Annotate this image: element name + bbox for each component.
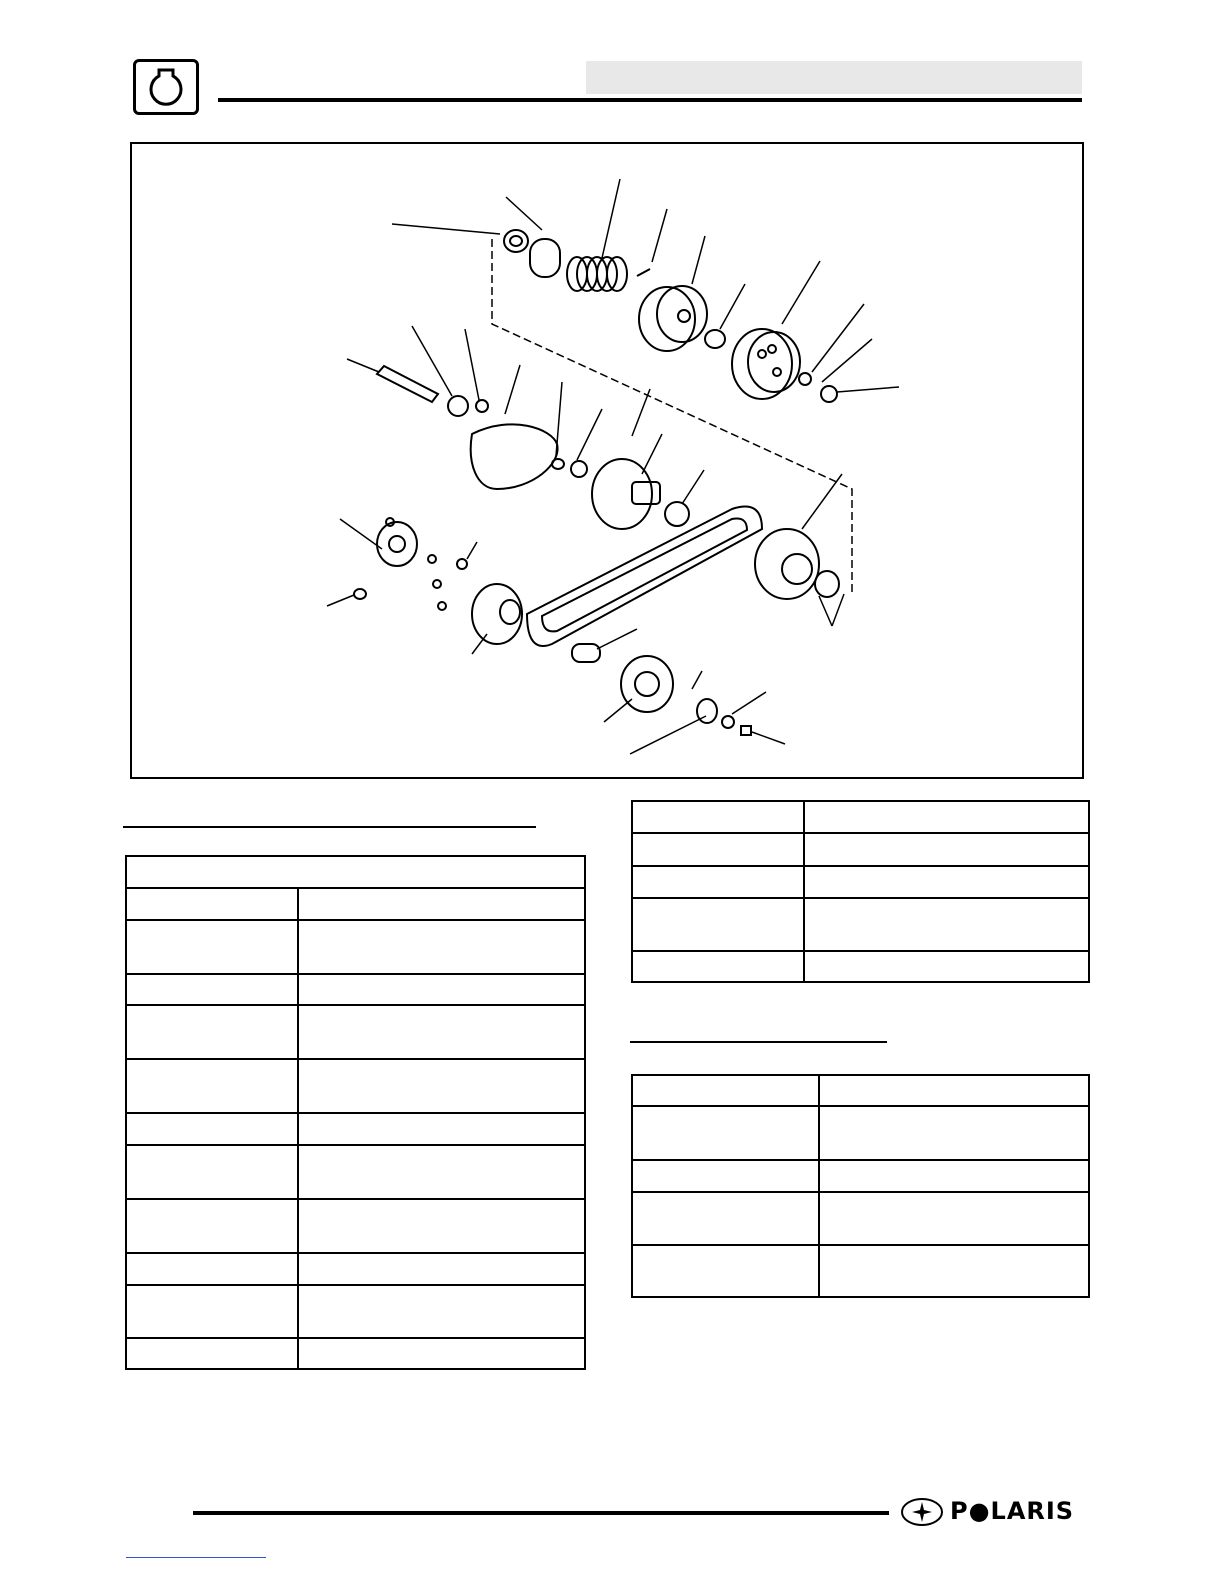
left-section-underline <box>123 826 536 828</box>
table-cell <box>126 1199 298 1253</box>
table-row <box>632 866 1089 898</box>
table-cell <box>632 833 804 866</box>
table-cell <box>632 898 804 951</box>
link-underline <box>126 1557 266 1558</box>
exploded-parts-diagram <box>130 142 1084 779</box>
table-cell <box>819 1106 1089 1160</box>
right-top-spec-table <box>631 800 1090 983</box>
table-cell <box>819 1192 1089 1245</box>
table-cell <box>126 1145 298 1199</box>
table-cell <box>298 1199 585 1253</box>
engine-section-icon <box>133 59 199 115</box>
table-cell <box>126 1338 298 1369</box>
table-cell <box>298 888 585 920</box>
table-cell <box>126 1005 298 1059</box>
table-row <box>126 1285 585 1338</box>
table-cell <box>126 888 298 920</box>
table-row <box>126 1005 585 1059</box>
table-row <box>632 1106 1089 1160</box>
drive-clutch-exploded-view-icon <box>132 144 1082 777</box>
table-cell <box>298 1059 585 1113</box>
table-row <box>632 833 1089 866</box>
table-row <box>632 801 1089 833</box>
table-cell <box>632 801 804 833</box>
table-cell <box>804 866 1089 898</box>
table-row <box>126 1253 585 1285</box>
table-row <box>632 951 1089 982</box>
table-cell <box>298 1113 585 1145</box>
table-cell <box>298 974 585 1005</box>
table-cell <box>298 920 585 974</box>
table-cell <box>804 951 1089 982</box>
table-cell <box>819 1160 1089 1192</box>
table-row <box>126 856 585 888</box>
table-row <box>126 1338 585 1369</box>
table-cell <box>632 1075 819 1106</box>
table-row <box>126 1059 585 1113</box>
table-cell <box>804 801 1089 833</box>
table-cell <box>632 1245 819 1297</box>
header-rule <box>218 98 1082 102</box>
table-cell <box>632 1160 819 1192</box>
table-cell <box>298 1253 585 1285</box>
table-cell <box>126 920 298 974</box>
table-row <box>126 1199 585 1253</box>
table-cell <box>126 1285 298 1338</box>
table-row <box>126 1113 585 1145</box>
table-cell <box>298 1005 585 1059</box>
table-cell <box>126 1059 298 1113</box>
table-row <box>632 1160 1089 1192</box>
polaris-star-logo-icon <box>900 1497 944 1532</box>
table-cell <box>298 1338 585 1369</box>
table-row <box>126 888 585 920</box>
left-spec-table <box>125 855 586 1370</box>
table-cell <box>819 1075 1089 1106</box>
table-row <box>632 898 1089 951</box>
table-row <box>126 920 585 974</box>
table-row <box>126 974 585 1005</box>
table-cell <box>632 1106 819 1160</box>
header-title-band <box>586 61 1082 94</box>
table-cell <box>298 1145 585 1199</box>
table-cell <box>126 1113 298 1145</box>
table-row <box>632 1245 1089 1297</box>
table-cell <box>126 856 585 888</box>
right-bottom-spec-table <box>631 1074 1090 1298</box>
table-cell <box>804 898 1089 951</box>
table-cell <box>632 951 804 982</box>
table-row <box>632 1192 1089 1245</box>
table-cell <box>804 833 1089 866</box>
table-cell <box>819 1245 1089 1297</box>
table-cell <box>126 1253 298 1285</box>
table-cell <box>632 866 804 898</box>
table-row <box>126 1145 585 1199</box>
polaris-brand-text: P●LARIS <box>950 1497 1075 1525</box>
table-row <box>632 1075 1089 1106</box>
footer-rule <box>193 1511 889 1515</box>
table-cell <box>632 1192 819 1245</box>
table-cell <box>126 974 298 1005</box>
right-section-underline <box>630 1041 887 1043</box>
table-cell <box>298 1285 585 1338</box>
